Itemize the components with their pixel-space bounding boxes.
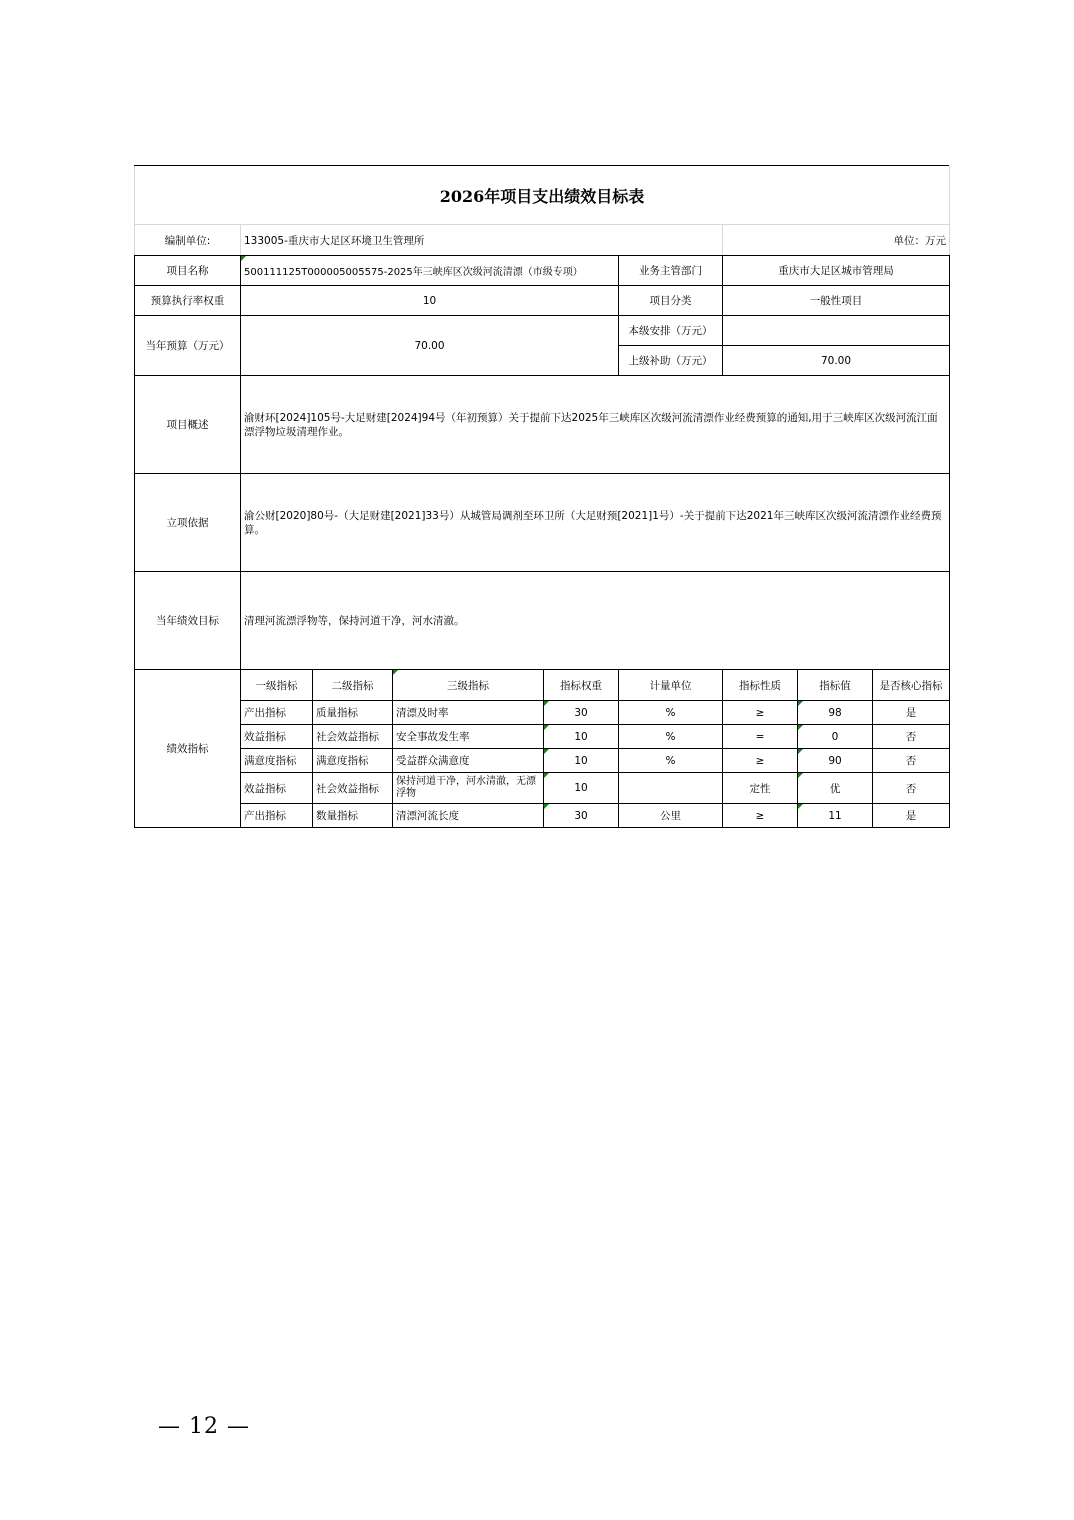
cell-level3: 受益群众满意度	[393, 749, 544, 773]
goal-label: 当年绩效目标	[135, 572, 241, 670]
cell-core: 是	[873, 804, 950, 828]
cell-value: 98	[798, 701, 873, 725]
cell-nature: =	[723, 725, 798, 749]
cell-level3: 保持河道干净，河水清澈，无漂浮物	[393, 773, 544, 804]
cell-unit: %	[619, 701, 723, 725]
dept-label: 业务主管部门	[619, 256, 723, 286]
header-value: 指标值	[798, 670, 873, 701]
cell-unit: %	[619, 749, 723, 773]
indicators-label: 绩效指标	[135, 670, 241, 828]
table-title: 2026年项目支出绩效目标表	[135, 166, 950, 225]
cell-nature: ≥	[723, 701, 798, 725]
unit-value: 133005-重庆市大足区环境卫生管理所	[241, 225, 723, 256]
cell-level1: 产出指标	[241, 701, 313, 725]
header-unit: 计量单位	[619, 670, 723, 701]
header-nature: 指标性质	[723, 670, 798, 701]
cell-level2: 质量指标	[313, 701, 393, 725]
cell-level2: 数量指标	[313, 804, 393, 828]
local-funding-value	[723, 316, 950, 346]
header-level2: 二级指标	[313, 670, 393, 701]
cell-level1: 满意度指标	[241, 749, 313, 773]
basis-label: 立项依据	[135, 474, 241, 572]
cell-weight: 10	[544, 773, 619, 804]
table-row	[135, 773, 950, 804]
table-row	[135, 749, 950, 773]
local-funding-label: 本级安排（万元）	[619, 316, 723, 346]
project-name-label: 项目名称	[135, 256, 241, 286]
weight-value: 10	[241, 286, 619, 316]
goal-text: 清理河流漂浮物等，保持河道干净，河水清澈。	[241, 572, 950, 670]
cell-core: 是	[873, 701, 950, 725]
cell-core: 否	[873, 749, 950, 773]
cell-level1: 效益指标	[241, 725, 313, 749]
cell-weight: 30	[544, 804, 619, 828]
upper-subsidy-label: 上级补助（万元）	[619, 346, 723, 376]
cell-nature: ≥	[723, 804, 798, 828]
cell-unit: 公里	[619, 804, 723, 828]
cell-value: 11	[798, 804, 873, 828]
table-row	[135, 701, 950, 725]
currency-note: 单位：万元	[723, 225, 950, 256]
category-value: 一般性项目	[723, 286, 950, 316]
project-name-value: 500111125T000005005575-2025年三峡库区次级河流清漂（市级专项）	[241, 256, 619, 286]
header-weight: 指标权重	[544, 670, 619, 701]
cell-core: 否	[873, 773, 950, 804]
cell-level3: 清漂河流长度	[393, 804, 544, 828]
cell-weight: 10	[544, 725, 619, 749]
upper-subsidy-value: 70.00	[723, 346, 950, 376]
cell-nature: 定性	[723, 773, 798, 804]
cell-level3: 安全事故发生率	[393, 725, 544, 749]
dept-value: 重庆市大足区城市管理局	[723, 256, 950, 286]
budget-value: 70.00	[241, 316, 619, 376]
overview-label: 项目概述	[135, 376, 241, 474]
cell-value: 优	[798, 773, 873, 804]
cell-value: 0	[798, 725, 873, 749]
header-level3: 三级指标	[393, 670, 544, 701]
cell-level1: 效益指标	[241, 773, 313, 804]
header-core: 是否核心指标	[873, 670, 950, 701]
cell-level2: 社会效益指标	[313, 773, 393, 804]
budget-label: 当年预算（万元）	[135, 316, 241, 376]
cell-level2: 满意度指标	[313, 749, 393, 773]
cell-core: 否	[873, 725, 950, 749]
weight-label: 预算执行率权重	[135, 286, 241, 316]
cell-weight: 10	[544, 749, 619, 773]
table-row	[135, 725, 950, 749]
cell-weight: 30	[544, 701, 619, 725]
category-label: 项目分类	[619, 286, 723, 316]
header-level1: 一级指标	[241, 670, 313, 701]
cell-value: 90	[798, 749, 873, 773]
cell-level2: 社会效益指标	[313, 725, 393, 749]
cell-level1: 产出指标	[241, 804, 313, 828]
basis-text: 渝公财[2020]80号-（大足财建[2021]33号）从城管局调剂至环卫所（大足财预[2021]1号）-关于提前下达2021年三峡库区次级河流清漂作业经费预算。	[241, 474, 950, 572]
page-number: — 12 —	[158, 1414, 250, 1439]
cell-level3: 清漂及时率	[393, 701, 544, 725]
cell-unit: %	[619, 725, 723, 749]
overview-text: 渝财环[2024]105号-大足财建[2024]94号（年初预算）关于提前下达2025年三峡库区次级河流清漂作业经费预算的通知,用于三峡库区次级河流江面漂浮物垃圾清理作业。	[241, 376, 950, 474]
cell-nature: ≥	[723, 749, 798, 773]
cell-unit	[619, 773, 723, 804]
performance-target-table	[134, 165, 950, 828]
unit-label: 编制单位:	[135, 225, 241, 256]
table-row	[135, 804, 950, 828]
